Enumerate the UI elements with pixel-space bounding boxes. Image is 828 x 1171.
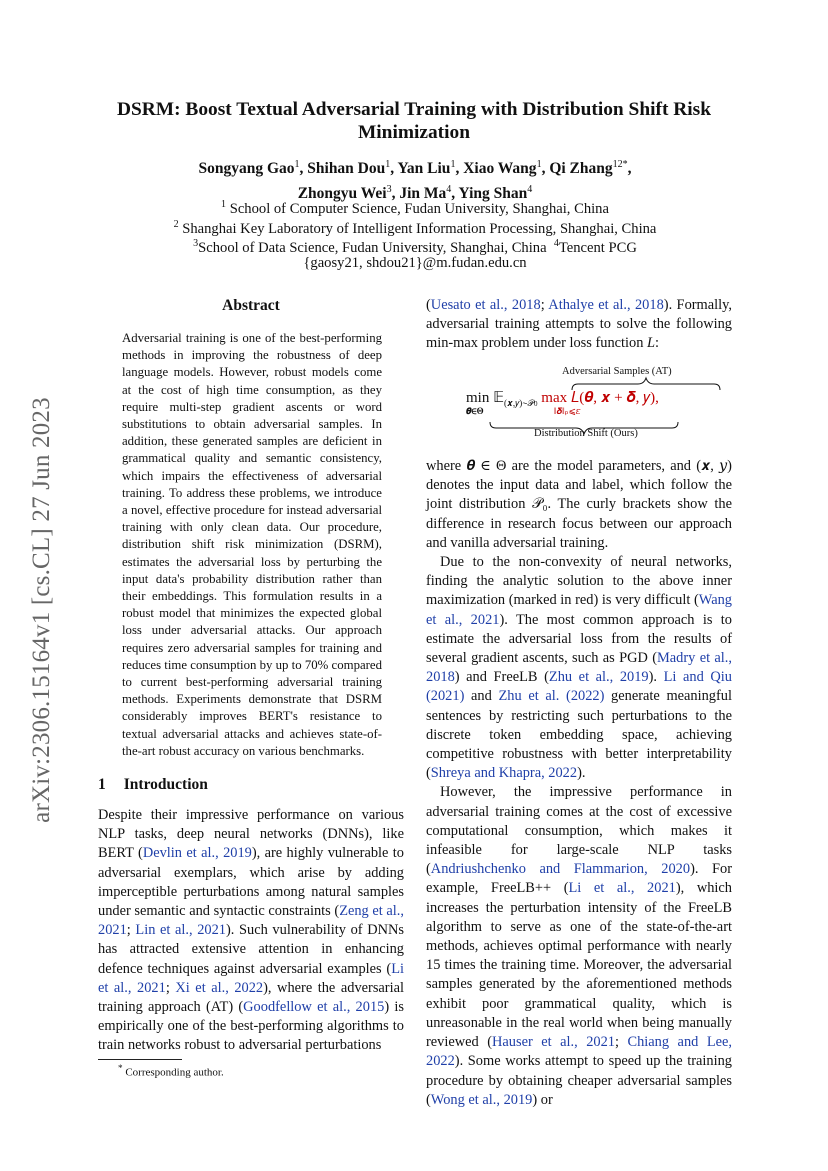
citation-link[interactable]: Li et al., 2021 bbox=[98, 960, 404, 996]
right-text-2: Due to the non-convexity of neural networks, finding the analytic solution to the above inner maximization (marked in red) is very difficult (Wang et al., 2021). The most common approach is to estimate the adversarial loss from the results of several gradient ascents, such as PGD (Madry et al., 2018) and FreeLB (Zhu et al., 2019). Li and Qiu (2021) and Zhu et al. (2022) generate meaningful sentences by restricting such perturbations to the discrete token embedding space, achieving competitive robustness with better interpretability (Shreya and Khapra, 2022). bbox=[426, 554, 732, 782]
citation-link[interactable]: Athalye et al., 2018 bbox=[548, 297, 664, 313]
author-emails: {gaosy21, shdou21}@m.fudan.edu.cn bbox=[303, 255, 527, 271]
abstract-text: Adversarial training is one of the best-performing methods in improving the robustness of deep language models. However, robust models come at the cost of high time consumption, as they require multi-step gradient ascents or word substitutions to obtain adversarial samples. In addition, these generated samples are deficient in grammatical quality and semantic consistency, which impairs the effectiveness of adversarial training. To address these problems, we introduce a novel, effective procedure for instead adversarial training with only clean data. Our procedure, distribution shift risk minimization (DSRM), estimates the adversarial loss by perturbing the input data's probability distribution rather than their embeddings. This formulation results in a robust model that minimizes the expected global loss under adversarial attacks. Our approach requires zero adversarial samples for training and reduces time consumption by up to 70% compared to current best-performing adversarial training methods. Experiments demonstrate that DSRM considerably improves BERT's resistance to textual adversarial attacks and achieves state-of-the-art robust accuracy on various benchmarks. bbox=[122, 331, 382, 758]
right-text-0: (Uesato et al., 2018; Athalye et al., 2018). Formally, adversarial training attempts to solve the following min-max problem under loss function L: bbox=[426, 297, 732, 352]
author-name: Yan Liu$^1$ bbox=[397, 159, 456, 178]
citation-link[interactable]: Hauser et al., 2021 bbox=[492, 1034, 615, 1051]
equation-label-adversarial: Adversarial Samples (AT) bbox=[562, 366, 672, 377]
author-name: Ying Shan$^4$ bbox=[458, 184, 533, 203]
citation-link[interactable]: Li et al., 2021 bbox=[568, 880, 676, 897]
affiliation-2: $^2$ Shanghai Key Laboratory of Intelligent Information Processing, Shanghai, China bbox=[173, 219, 657, 237]
citation-link[interactable]: Andriushchenko and Flammarion, 2020 bbox=[430, 861, 691, 878]
citation-link[interactable]: Chiang and Lee, 2022 bbox=[426, 1034, 732, 1070]
equation-max-subscript: ‖𝜹‖ₚ⩽𝜀 bbox=[554, 406, 581, 416]
citation-link[interactable]: Wong et al., 2019 bbox=[430, 1091, 533, 1108]
author-name: Shihan Dou$^1$ bbox=[307, 159, 391, 178]
intro-text: Despite their impressive performance on various NLP tasks, deep neural networks (DNNs), like BERT (Devlin et al., 2019), are highly vulnerable to adversarial exemplars, which arise by adding imperceptible perturbations among natural samples under semantic and syntactic constraints (Zeng et al., 2021; Lin et al., 2021). Such vulnerability of DNNs has attracted extensive attention in enhancing defence techniques against adversarial examples (Li et al., 2021; Xi et al., 2022), where the adversarial training approach (AT) (Goodfellow et al., 2015) is empirically one of the best-performing algorithms to train networks robust to adversarial perturbations bbox=[98, 807, 405, 1054]
right-column-paragraphs bbox=[426, 457, 732, 1110]
author-name: Qi Zhang$^{12*}$ bbox=[549, 159, 628, 178]
citation-link[interactable]: Devlin et al., 2019 bbox=[142, 845, 252, 862]
abstract-heading: Abstract bbox=[222, 297, 280, 314]
author-name: Xiao Wang$^1$ bbox=[463, 159, 542, 178]
equation-label-distribution-shift: Distribution Shift (Ours) bbox=[534, 428, 638, 439]
right-column-paragraph-0 bbox=[426, 296, 732, 354]
author-name: Zhongyu Wei$^3$ bbox=[297, 184, 392, 203]
section-heading-introduction: 1 Introduction bbox=[98, 776, 208, 793]
affiliation-3-4: $^3$School of Data Science, Fudan University, Shanghai, China $^4$Tencent PCG bbox=[193, 238, 637, 256]
arxiv-side-stamp: arXiv:2306.15164v1 [cs.CL] 27 Jun 2023 bbox=[28, 397, 55, 823]
citation-link[interactable]: Shreya and Khapra, 2022 bbox=[430, 765, 578, 782]
minmax-equation bbox=[426, 366, 732, 446]
right-text-3: However, the impressive performance in adversarial training comes at the cost of excessive computational consumption, which makes it infeasible for large-scale NLP tasks (Andriushchenko and Flammarion, 2020). For example, FreeLB++ (Li et al., 2021), which increases the perturbation intensity of the FreeLB algorithm to serve as one of the state-of-the-art methods, achieves optimal performance with nearly 15 times the training time. Moreover, the adversarial samples generated by the aforementioned methods exhibit poor grammatical quality, which is unreasonable in the real world when being manually reviewed (Hauser et al., 2021; Chiang and Lee, 2022). Some works attempt to speed up the training procedure by obtaining cheaper adversarial samples (Wong et al., 2019) or bbox=[426, 784, 732, 1108]
citation-link[interactable]: Zeng et al., 2021 bbox=[98, 903, 405, 939]
footnote-rule bbox=[98, 1059, 182, 1060]
paper-title: DSRM: Boost Textual Adversarial Training with Distribution Shift Risk Minimization bbox=[116, 99, 712, 143]
citation-link[interactable]: Lin et al., 2021 bbox=[135, 922, 227, 939]
equation-min-subscript: 𝜽∈Θ bbox=[466, 406, 484, 416]
citation-link[interactable]: Goodfellow et al., 2015 bbox=[243, 999, 385, 1016]
citation-link[interactable]: Zhu et al., 2019 bbox=[548, 669, 649, 686]
author-name: Songyang Gao$^1$ bbox=[198, 159, 300, 178]
citation-link[interactable]: Zhu et al. (2022) bbox=[498, 688, 605, 705]
right-text-1: where 𝜽 ∈ Θ are the model parameters, and (𝒙, 𝑦) denotes the input data and label, which follow the joint distribution 𝒫₀. The curly brackets show the difference in research focus between our approach and vanilla adversarial training. bbox=[426, 458, 732, 551]
author-list: Songyang Gao$^1$, Shihan Dou$^1$, Yan Liu$^1$, Xiao Wang$^1$, Qi Zhang$^{12*}$, Zhongyu Wei$^3$, Jin Ma$^4$, Ying Shan$^4$ bbox=[198, 159, 632, 203]
citation-link[interactable]: Wang et al., 2021 bbox=[426, 592, 732, 628]
author-name: Jin Ma$^4$ bbox=[399, 184, 452, 203]
affiliation-1: $^1$ School of Computer Science, Fudan University, Shanghai, China bbox=[221, 199, 609, 217]
citation-link[interactable]: Li and Qiu (2021) bbox=[426, 669, 732, 705]
intro-paragraph-1 bbox=[98, 806, 404, 1056]
citation-link[interactable]: Xi et al., 2022 bbox=[175, 979, 264, 996]
citation-link[interactable]: Madry et al., 2018 bbox=[426, 650, 732, 686]
footnote: * Corresponding author. bbox=[118, 1063, 224, 1079]
citation-link[interactable]: Uesato et al., 2018 bbox=[430, 297, 541, 313]
equation-body: min 𝔼$_{(𝒙,𝑦)\sim 𝒫0}$ max 𝐿(𝜽, 𝒙 + 𝜹, 𝑦), bbox=[466, 390, 659, 408]
